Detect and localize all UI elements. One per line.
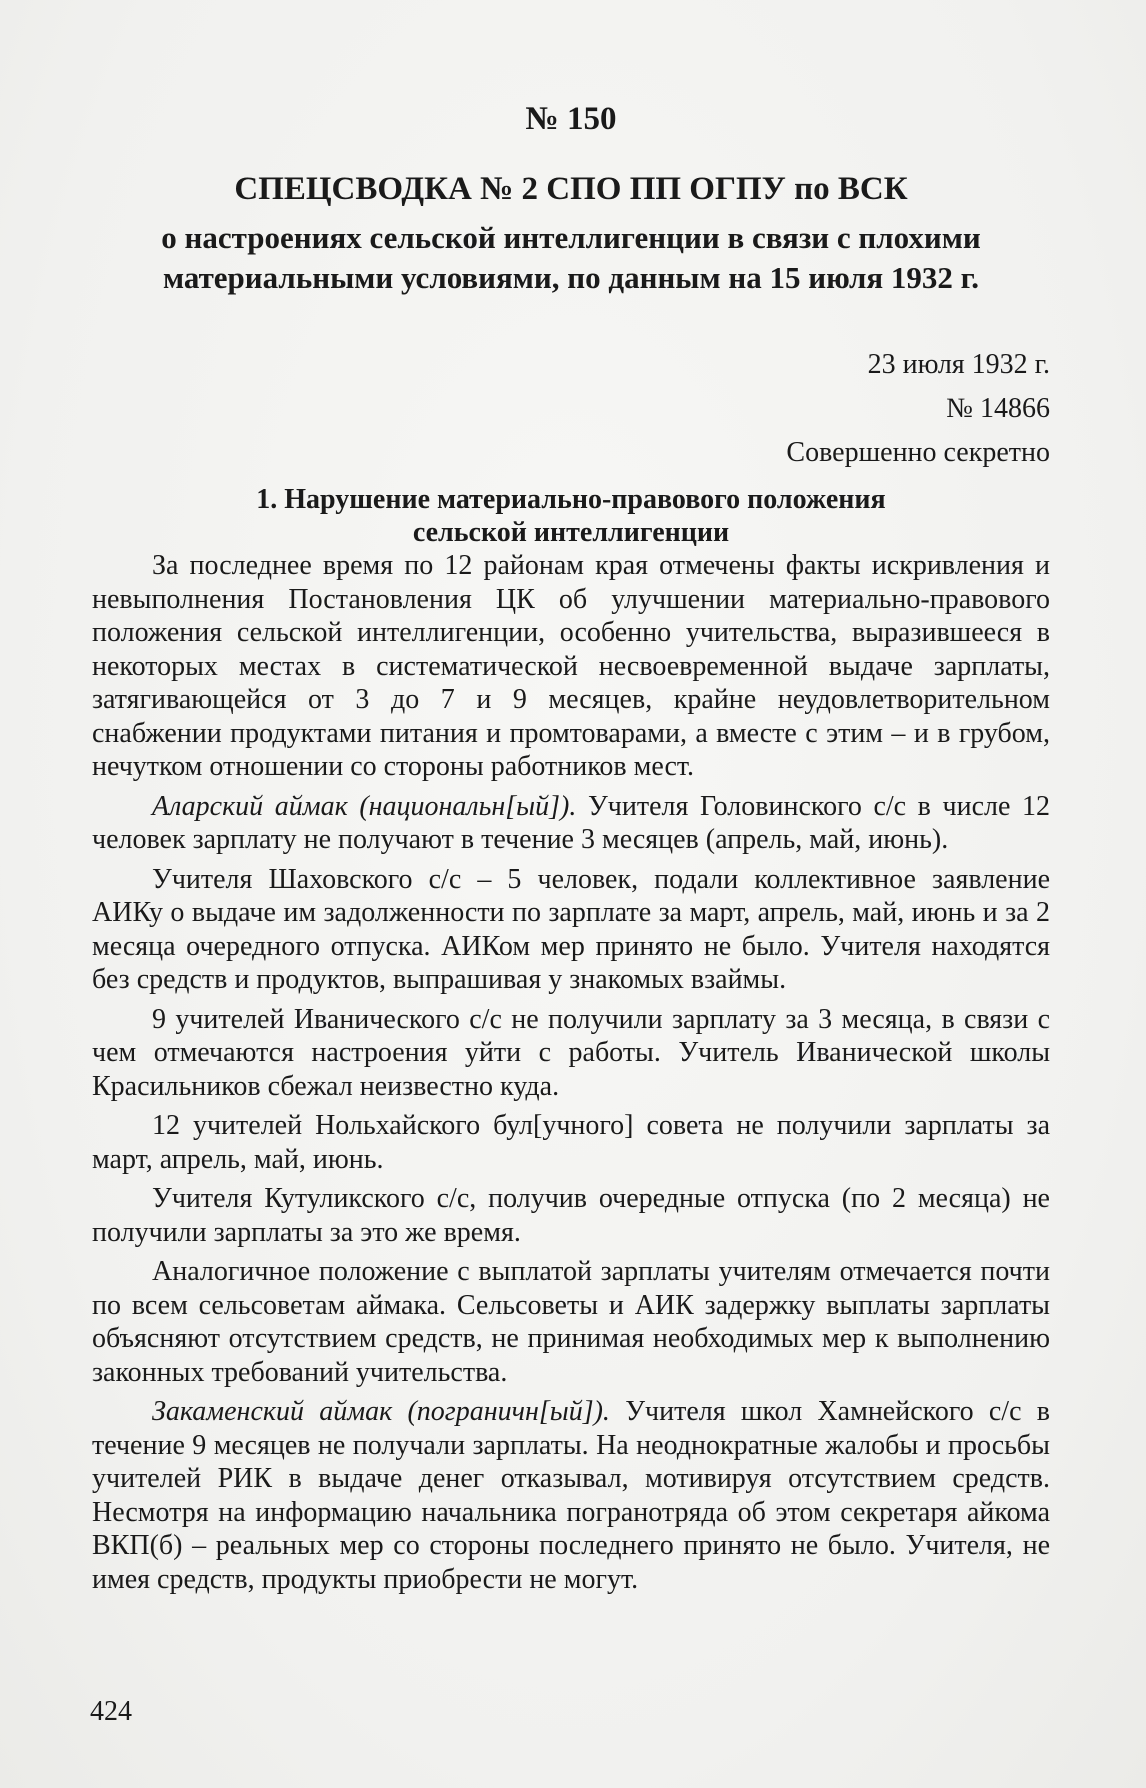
document-subtitle — [92, 218, 1050, 298]
paragraph-nolkhaisky: 12 учителей Нольхайского бул[учного] совета не получили зарплаты за март, апрель, май, июнь. — [92, 1110, 1050, 1175]
paragraph-shakhovsky: Учителя Шаховского с/с – 5 человек, подали коллективное заявление АИКу о выдаче им задолженности по зарплате за март, апрель, май, июнь и за 2 месяца очередного отпуска. АИКом мер принято не было. Учителя находятся без средств и продуктов, выпрашивая у знакомых взаймы. — [92, 863, 1050, 995]
document-number: № 150 — [525, 101, 617, 137]
subtitle-line-1: о настроениях сельской интеллигенции в связи с плохими — [161, 220, 981, 255]
paragraph-zakamensky-text: Учителя школ Хамнейского с/с в течение 9 месяцев не получали зарплаты. На неоднократные жалобы и просьбы учителей РИК в выдаче денег отказывал, мотивируя отсутствием средств. Несмотря на информацию начальника погранотряда об этом секретаря айкома ВКП(б) – реальных мер со стороны последнего принято не было. Учителя, не имея средств, продукты приобрести не могут. — [92, 1396, 1050, 1595]
paragraph-zakamensky — [92, 1395, 1050, 1596]
document-content — [92, 96, 1050, 1596]
paragraph-kutuliksky: Учителя Кутуликского с/с, получив очередные отпуска (по 2 месяца) не получили зарплаты за это же время. — [92, 1183, 1050, 1248]
paragraph-alarsky-text: Учителя Головинского с/с в числе 12 человек зарплату не получают в течение 3 месяцев (апрель, май, июнь). — [92, 790, 1050, 855]
page-number: 424 — [90, 1696, 132, 1727]
subtitle-line-2: материальными условиями, по данным на 15 июля 1932 г. — [162, 260, 980, 295]
classification-label: Совершенно секретно — [786, 437, 1050, 468]
paragraph-alarsky — [92, 790, 1050, 857]
paragraph-ivanichesky: 9 учителей Иванического с/с не получили зарплату за 3 месяца, в связи с чем отмечаются настроения уйти с работы. Учитель Иванической школы Красильников сбежал неизвестно куда. — [92, 1003, 1050, 1102]
paragraph-similar-situation: Аналогичное положение с выплатой зарплаты учителям отмечается почти по всем сельсоветам аймака. Сельсоветы и АИК задержку выплаты зарплаты объясняют отсутствием средств, не принимая необходимых мер к выполнению законных требований учительства. — [92, 1256, 1050, 1388]
body-text — [92, 549, 1050, 1596]
paragraph-intro: За последнее время по 12 районам края отмечены факты искривления и невыполнения Постановления ЦК об улучшении материально-правового положения сельской интеллигенции, особенно учительства, выразившееся в некоторых местах в систематической несвоевременной выдаче зарплаты, затягивающейся от 3 до 7 и 9 месяцев, крайне неудовлетворительном снабжении продуктами питания и промтоварами, а вместе с этим – и в грубом, нечутком отношении со стороны работников мест. — [92, 550, 1050, 782]
document-date: 23 июля 1932 г. — [867, 349, 1050, 380]
section-heading — [92, 483, 1050, 549]
section-heading-line-1: 1. Нарушение материально-правового положения — [256, 484, 886, 515]
registration-number: № 14866 — [946, 393, 1050, 424]
region-name-alarsky: Аларский аймак (национальн[ый]). — [152, 790, 577, 822]
section-heading-line-2: сельской интеллигенции — [412, 517, 730, 548]
region-name-zakamensky: Закаменский аймак (пограничн[ый]). — [152, 1396, 610, 1427]
document-title: СПЕЦСВОДКА № 2 СПО ПП ОГПУ по ВСК — [234, 171, 908, 207]
